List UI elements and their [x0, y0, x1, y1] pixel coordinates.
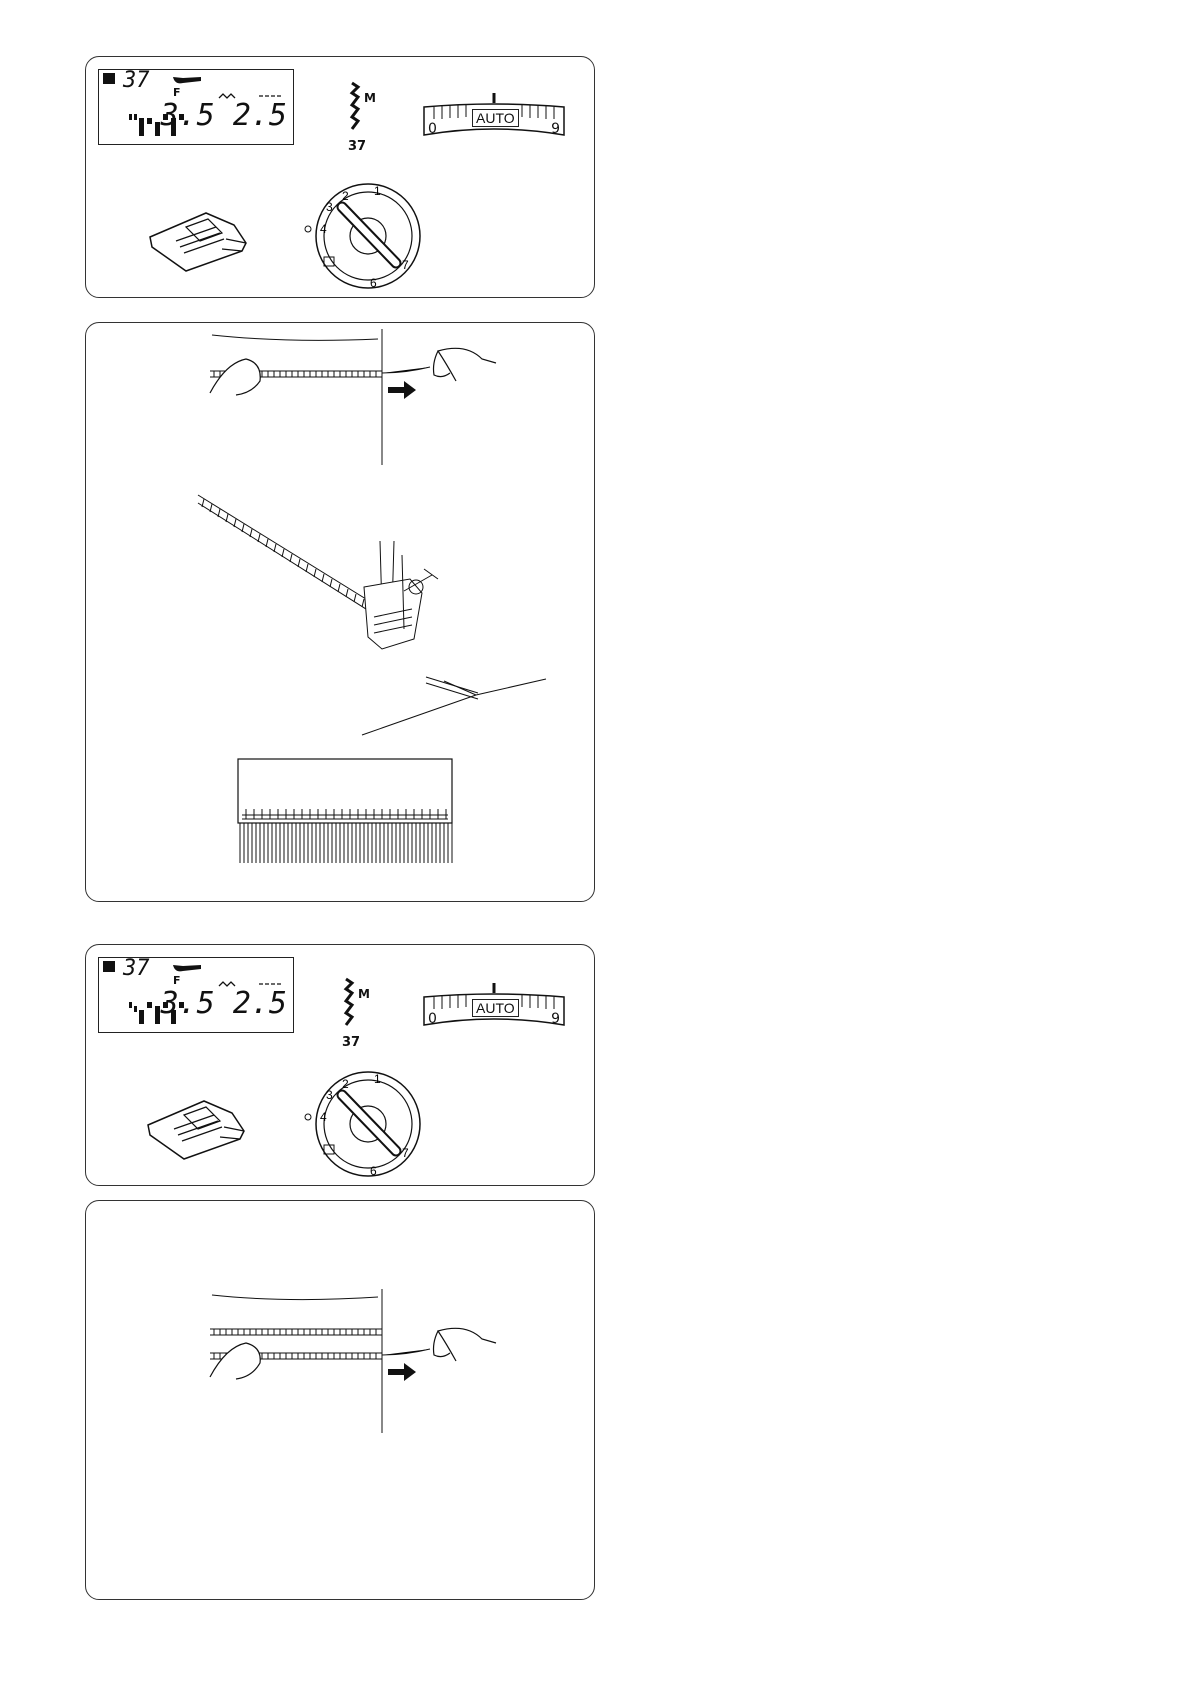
- foot-letter: F: [173, 974, 181, 987]
- memory-icon: [103, 73, 115, 84]
- presser-foot-icon: [171, 962, 205, 986]
- thread-tension-dial: [420, 983, 568, 1033]
- stitch-symbol: [340, 975, 380, 1055]
- dial-number: 3: [326, 200, 333, 214]
- foot-letter: F: [173, 86, 181, 99]
- settings-panel-2: [85, 944, 595, 1186]
- pattern-number: 37: [123, 68, 150, 93]
- stitch-length-value: 2.5: [232, 986, 287, 1021]
- dial-number: 7: [402, 258, 409, 272]
- tension-max: 9: [551, 121, 560, 137]
- stitch-line-icon: [346, 79, 386, 135]
- memory-icon: [103, 961, 115, 972]
- stitch-width-value: 3.5: [160, 986, 215, 1021]
- auto-tension-label: AUTO: [472, 999, 519, 1017]
- sewing-illustration: [86, 323, 596, 903]
- stitch-letter: M: [358, 987, 370, 1001]
- thread-tension-dial: [420, 93, 568, 143]
- settings-panel-1: [85, 56, 595, 298]
- stitch-symbol: [346, 79, 386, 159]
- stitch-selector-dial: [304, 181, 432, 291]
- dial-number: 2: [342, 1077, 349, 1091]
- sewing-illustration: [86, 1201, 596, 1601]
- illustration-panel-1: [85, 322, 595, 902]
- dial-number: 3: [326, 1088, 333, 1102]
- stitch-number: 37: [342, 1035, 361, 1050]
- presser-foot-icon: [144, 1095, 254, 1165]
- dial-number: 4: [320, 222, 327, 236]
- stitch-selector-dial: [304, 1069, 432, 1179]
- tension-min: 0: [428, 1011, 437, 1027]
- stitch-line-icon: [340, 975, 380, 1031]
- auto-tension-label: AUTO: [472, 109, 519, 127]
- lcd-display: [98, 69, 294, 145]
- dial-number: 1: [374, 184, 381, 198]
- arrow-right-icon: [388, 1363, 416, 1381]
- pattern-number: 37: [123, 956, 150, 981]
- dial-number: 4: [320, 1110, 327, 1124]
- stitch-number: 37: [348, 139, 367, 154]
- dial-number: 7: [402, 1146, 409, 1160]
- dial-number: 1: [374, 1072, 381, 1086]
- illustration-panel-2: [85, 1200, 595, 1600]
- stitch-width-value: 3.5: [160, 98, 215, 133]
- stitch-length-value: 2.5: [232, 98, 287, 133]
- arrow-right-icon: [388, 381, 416, 399]
- tension-min: 0: [428, 121, 437, 137]
- width-length-values: [161, 98, 287, 133]
- presser-foot-icon: [171, 74, 205, 98]
- width-length-values: [161, 986, 287, 1021]
- lcd-display: [98, 957, 294, 1033]
- dial-number: 6: [370, 276, 377, 290]
- stitch-letter: M: [364, 91, 376, 105]
- presser-foot-icon: [146, 207, 256, 277]
- tension-max: 9: [551, 1011, 560, 1027]
- dial-number: 2: [342, 189, 349, 203]
- dial-number: 6: [370, 1164, 377, 1178]
